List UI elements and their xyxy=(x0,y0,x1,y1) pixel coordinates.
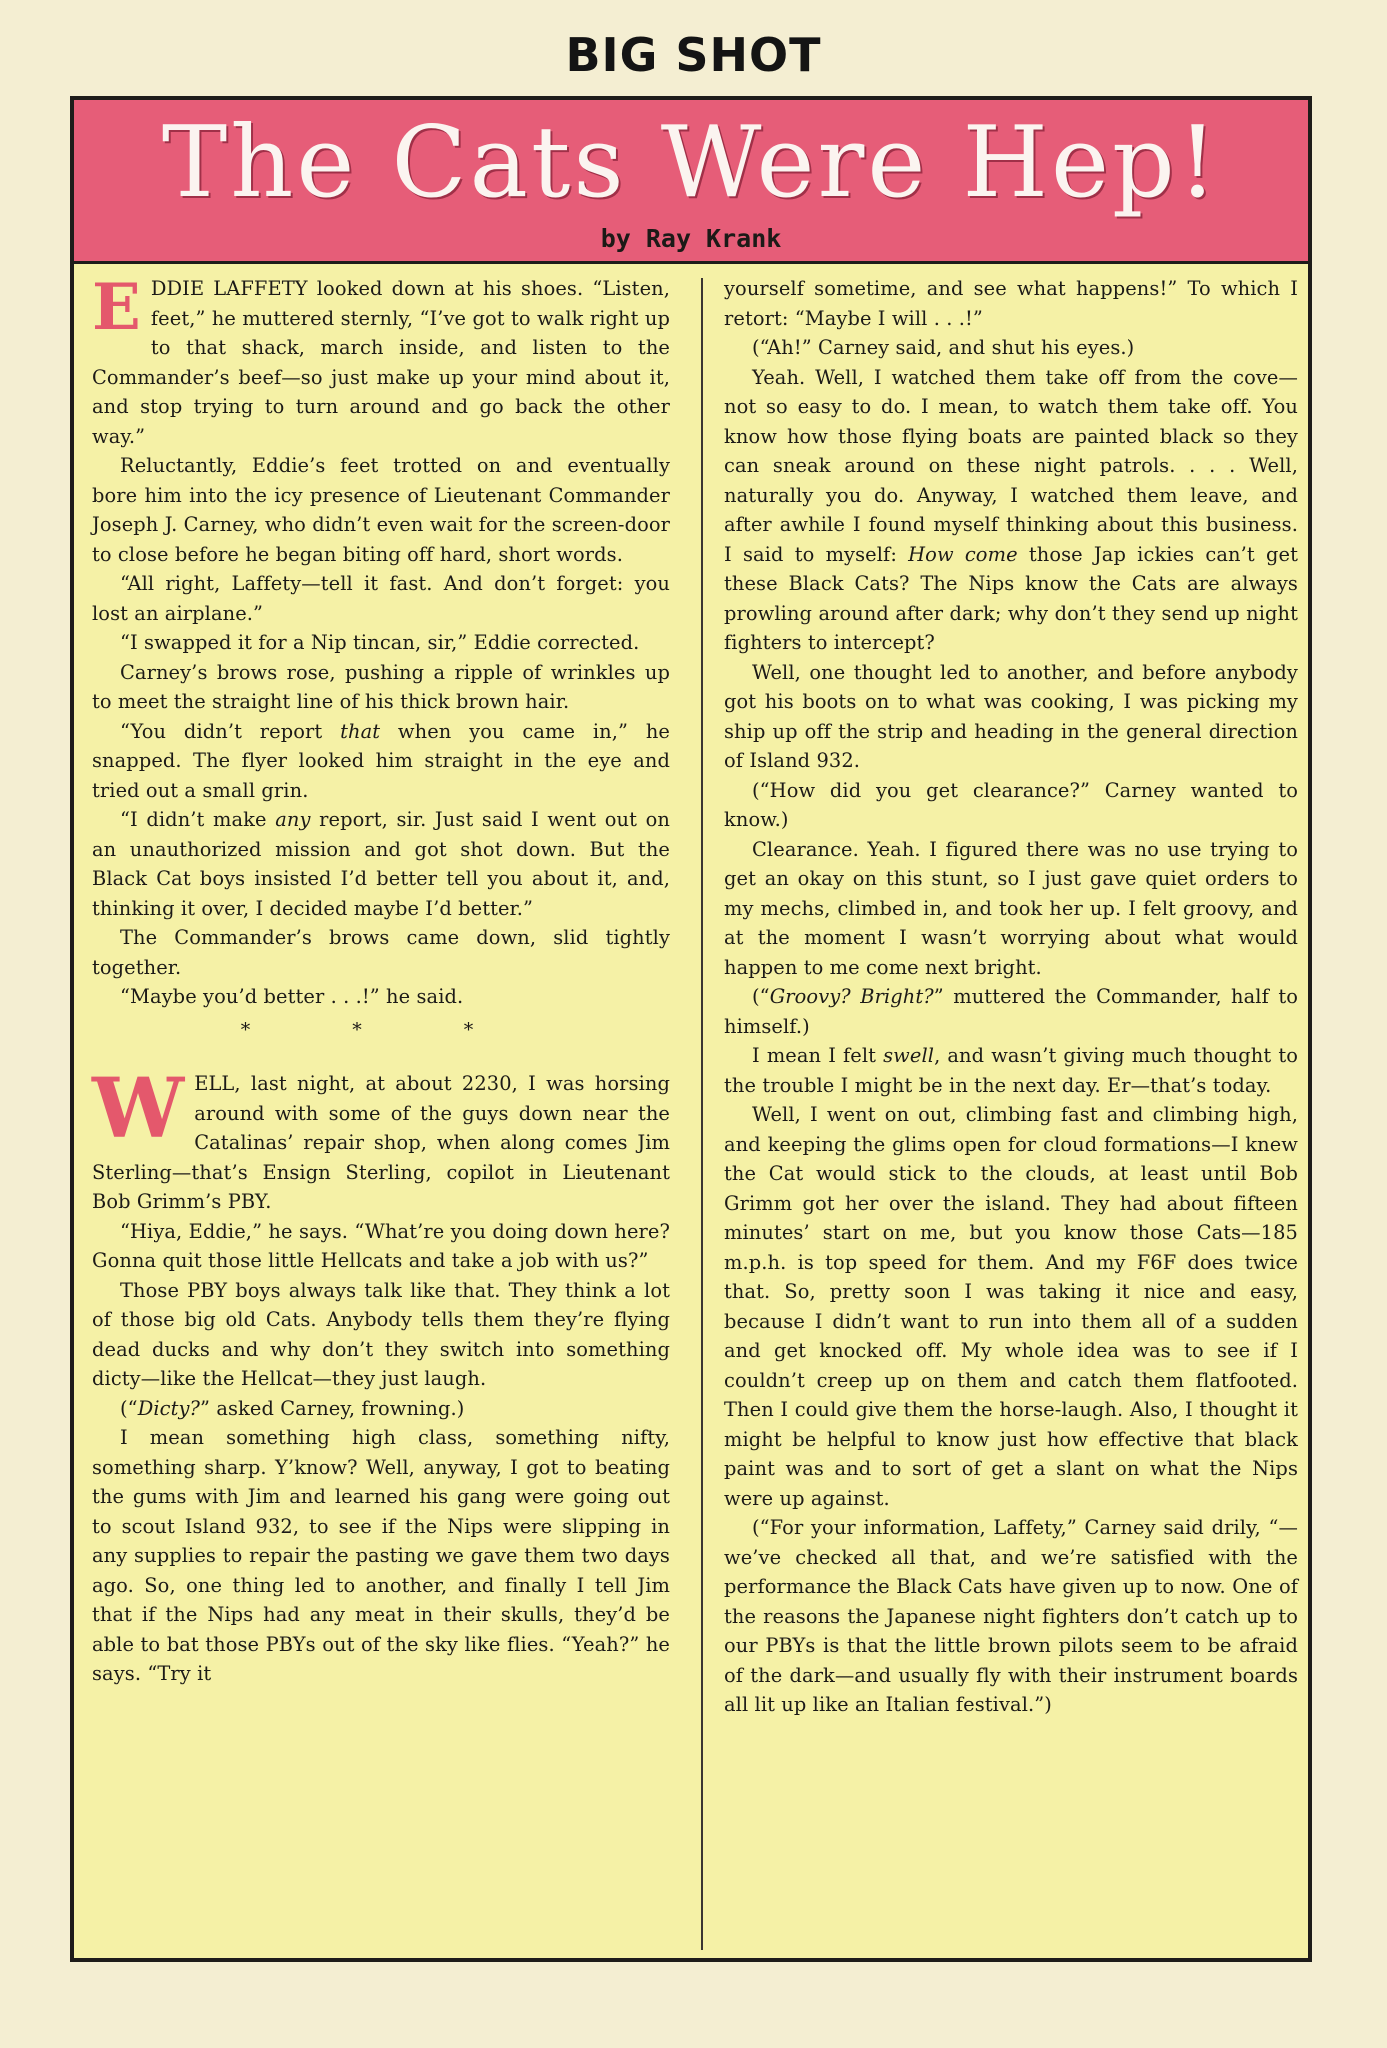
paragraph: (“For your information, Laffety,” Carney said drily, “— we’ve checked all that, and we’re satisfied with the performance the Black Cats have given up to now. One of the reasons the Japanese night fighters don’t catch up to our PBYs is that the little brown pilots seem to be afraid of the dark—and usually fly with their instrument boards all lit up like an Italian festival.”) xyxy=(724,1516,1298,1716)
paragraph: “I swapped it for a Nip tincan, sir,” Eddie corrected. xyxy=(120,631,640,654)
paragraph: I mean I felt swell, and wasn’t giving much thought to the trouble I might be in the next day. Er—that’s today. xyxy=(724,1044,1298,1097)
right-column xyxy=(724,274,1298,1720)
paragraph: WELL, last night, at about 2230, I was horsing around with some of the guys down near the Catalinas’ repair shop, when along comes Jim Sterling—that’s Ensign Sterling, copilot in Lieutenant Bob Grimm’s PBY. xyxy=(92,1061,670,1213)
paragraph: EDDIE LAFFETY looked down at his shoes. “Listen, feet,” he muttered sternly, “I’ve got to walk right up to that shack, march inside, and listen to the Commander’s beef—so just make up your mind about it, and stop trying to turn around and go back the other way.” xyxy=(92,270,670,448)
drop-cap: W xyxy=(92,1061,185,1157)
column-divider xyxy=(701,278,703,1950)
story-frame xyxy=(70,96,1312,1962)
title-banner xyxy=(74,100,1308,264)
paragraph: Clearance. Yeah. I figured there was no use trying to get an okay on this stunt, so I just gave quiet orders to my mechs, climbed in, and took her up. I felt groovy, and at the moment I wasn’t worrying about what would happen to me come next bright. xyxy=(724,837,1298,979)
paragraph: Yeah. Well, I watched them take off from the cove—not so easy to do. I mean, to watch them take off. You know how those flying boats are painted black so they can sneak around on these night patrols. . . . Well, naturally you do. Anyway, I watched them leave, and after awhile I found myself thinking about this business. I said to myself: How come those Jap ickies can’t get these Black Cats? The Nips know the Cats are always prowling around after dark; why don’t they send up night fighters to intercept? xyxy=(724,365,1298,654)
paragraph: yourself sometime, and see what happens!” To which I retort: “Maybe I will . . .!” xyxy=(724,277,1298,330)
paragraph: Reluctantly, Eddie’s feet trotted on and eventually bore him into the icy presence of Lieutenant Commander Joseph J. Carney, who didn’t even wait for the screen-door to close before he began biting off hard, short words. xyxy=(92,454,670,566)
paragraph: Carney’s brows rose, pushing a ripple of wrinkles up to meet the straight line of his thick brown hair. xyxy=(92,660,670,713)
paragraph: (“Ah!” Carney said, and shut his eyes.) xyxy=(752,336,1135,359)
paragraph: Well, one thought led to another, and before anybody got his boots on to what was cooking, I was picking my ship up off the strip and heading in the general direction of Island 932. xyxy=(724,660,1298,772)
paragraph: (“Groovy? Bright?” muttered the Commander, half to himself.) xyxy=(724,985,1298,1038)
drop-cap: E xyxy=(92,270,141,345)
paragraph: I mean something high class, something nifty, something sharp. Y’know? Well, anyway, I got to beating the gums with Jim and learned his gang were going out to scout Island 932, to see if the Nips were slipping in any supplies to repair the pasting we gave them two days ago. So, one thing led to another, and finally I tell Jim that if the Nips had any meat in their skulls, they’d be able to bat those PBYs out of the sky like flies. “Yeah?” he says. “Try it xyxy=(92,1426,670,1685)
paragraph: (“How did you get clearance?” Carney wanted to know.) xyxy=(724,778,1298,831)
paragraph: “I didn’t make any report, sir. Just said I went out on an unauthorized mission and got shot down. But the Black Cat boys insisted I’d better tell you about it, and, thinking it over, I decided maybe I’d better.” xyxy=(92,808,670,920)
paragraph: “You didn’t report that when you came in,” he snapped. The flyer looked him straight in the eye and tried out a small grin. xyxy=(92,719,670,802)
paragraph: (“Dicty?” asked Carney, frowning.) xyxy=(120,1396,465,1420)
masthead: BIG SHOT xyxy=(565,28,822,82)
paragraph: Those PBY boys always talk like that. They think a lot of those big old Cats. Anybody tells them they’re flying dead ducks and why don’t they switch into something dicty—like the Hellcat—they just laugh. xyxy=(92,1278,670,1390)
paragraph: The Commander’s brows came down, slid tightly together. xyxy=(92,926,670,979)
story-title: The Cats Were Hep! xyxy=(161,106,1221,220)
section-separator: * * * xyxy=(240,1018,522,1041)
paragraph: “All right, Laffety—tell it fast. And don’t forget: you lost an airplane.” xyxy=(92,572,670,625)
paragraph: “Maybe you’d better . . .!” he said. xyxy=(120,985,464,1008)
paragraph: “Hiya, Eddie,” he says. “What’re you doing down here? Gonna quit those little Hellcats and take a job with us?” xyxy=(92,1219,670,1272)
paragraph: Well, I went on out, climbing fast and climbing high, and keeping the glims open for cloud formations—I knew the Cat would stick to the clouds, at least until Bob Grimm got her over the island. They had about fifteen minutes’ start on me, but you know those Cats—185 m.p.h. is top speed for them. And my F6F does twice that. So, pretty soon I was taking it nice and easy, because I didn’t want to run into them all of a sudden and get knocked off. My whole idea was to see if I couldn’t creep up on them and catch them flatfooted. Then I could give them the horse-laugh. Also, I thought it might be helpful to know just how effective that black paint was and to sort of get a slant on what the Nips were up against. xyxy=(724,1103,1298,1510)
byline: by Ray Krank xyxy=(600,224,782,253)
left-column xyxy=(92,270,670,1689)
